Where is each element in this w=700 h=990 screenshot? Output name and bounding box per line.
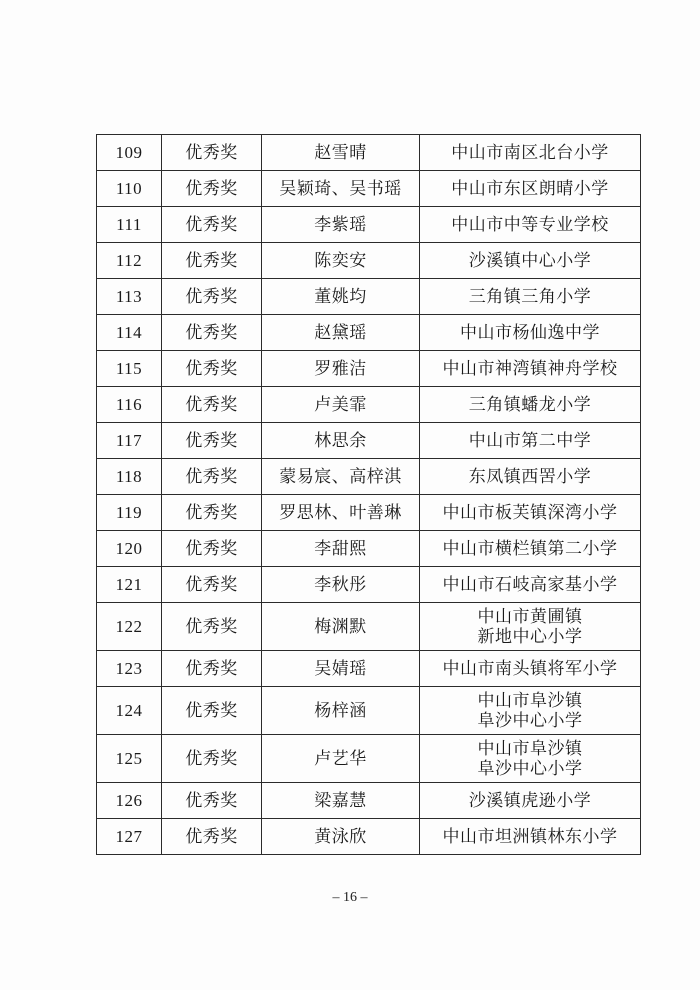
school-name-line: 中山市南头镇将军小学 <box>442 658 618 679</box>
winner-name: 梁嘉慧 <box>262 783 420 819</box>
table-row <box>97 423 641 459</box>
school-name-line: 中山市石岐高家基小学 <box>442 574 618 595</box>
winner-name: 吴颖琦、吴书瑶 <box>262 171 420 207</box>
table-row <box>97 651 641 687</box>
row-number: 125 <box>97 735 162 783</box>
winner-name: 杨梓涵 <box>262 687 420 735</box>
award-level: 优秀奖 <box>162 135 262 171</box>
school-name <box>420 387 641 423</box>
row-number: 118 <box>97 459 162 495</box>
winner-name: 林思余 <box>262 423 420 459</box>
row-number: 114 <box>97 315 162 351</box>
row-number: 127 <box>97 819 162 855</box>
school-name-line: 中山市东区朗晴小学 <box>451 178 609 199</box>
school-name-line: 中山市第二中学 <box>468 430 592 451</box>
school-name <box>420 687 641 735</box>
winner-name: 黄泳欣 <box>262 819 420 855</box>
school-name-line: 中山市板芙镇深湾小学 <box>442 502 618 523</box>
winner-name: 卢艺华 <box>262 735 420 783</box>
school-name-line: 中山市南区北台小学 <box>451 142 609 163</box>
school-name <box>420 207 641 243</box>
table-row <box>97 783 641 819</box>
school-name-line: 中山市阜沙镇 <box>477 738 583 759</box>
school-name-line: 中山市中等专业学校 <box>451 214 609 235</box>
row-number: 124 <box>97 687 162 735</box>
winner-name: 罗思林、叶善琳 <box>262 495 420 531</box>
row-number: 121 <box>97 567 162 603</box>
row-number: 126 <box>97 783 162 819</box>
table-row <box>97 279 641 315</box>
row-number: 112 <box>97 243 162 279</box>
school-name-line: 阜沙中心小学 <box>477 758 583 779</box>
school-name <box>420 603 641 651</box>
winner-name: 卢美霏 <box>262 387 420 423</box>
school-name-line: 东凤镇西罟小学 <box>468 466 592 487</box>
school-name <box>420 351 641 387</box>
award-level: 优秀奖 <box>162 279 262 315</box>
school-name <box>420 531 641 567</box>
winner-name: 董姚均 <box>262 279 420 315</box>
table-row <box>97 351 641 387</box>
table-row <box>97 171 641 207</box>
school-name <box>420 423 641 459</box>
award-level: 优秀奖 <box>162 315 262 351</box>
award-level: 优秀奖 <box>162 783 262 819</box>
school-name <box>420 171 641 207</box>
school-name-line: 中山市坦洲镇林东小学 <box>442 826 618 847</box>
school-name <box>420 783 641 819</box>
award-level: 优秀奖 <box>162 459 262 495</box>
winner-name: 赵雪晴 <box>262 135 420 171</box>
table-row <box>97 387 641 423</box>
school-name-line: 三角镇蟠龙小学 <box>468 394 592 415</box>
school-name-line: 中山市阜沙镇 <box>477 690 583 711</box>
school-name <box>420 459 641 495</box>
row-number: 115 <box>97 351 162 387</box>
school-name-line: 三角镇三角小学 <box>468 286 592 307</box>
school-name <box>420 135 641 171</box>
winner-name: 吴婧瑶 <box>262 651 420 687</box>
award-level: 优秀奖 <box>162 351 262 387</box>
award-level: 优秀奖 <box>162 531 262 567</box>
school-name <box>420 819 641 855</box>
winner-name: 梅渊默 <box>262 603 420 651</box>
table-row <box>97 459 641 495</box>
school-name-line: 新地中心小学 <box>477 626 583 647</box>
award-level: 优秀奖 <box>162 567 262 603</box>
school-name <box>420 495 641 531</box>
school-name-line: 沙溪镇中心小学 <box>468 250 592 271</box>
table-row <box>97 603 641 651</box>
school-name-line: 中山市横栏镇第二小学 <box>442 538 618 559</box>
school-name-line: 沙溪镇虎逊小学 <box>468 790 592 811</box>
winner-name: 李甜熙 <box>262 531 420 567</box>
row-number: 113 <box>97 279 162 315</box>
table-row <box>97 243 641 279</box>
award-level: 优秀奖 <box>162 171 262 207</box>
school-name <box>420 279 641 315</box>
school-name-line: 中山市杨仙逸中学 <box>460 322 600 343</box>
table-row <box>97 135 641 171</box>
row-number: 111 <box>97 207 162 243</box>
award-level: 优秀奖 <box>162 387 262 423</box>
winner-name: 罗雅洁 <box>262 351 420 387</box>
row-number: 116 <box>97 387 162 423</box>
table-row <box>97 495 641 531</box>
award-level: 优秀奖 <box>162 651 262 687</box>
winner-name: 李秋彤 <box>262 567 420 603</box>
winner-name: 蒙易宸、高梓淇 <box>262 459 420 495</box>
award-level: 优秀奖 <box>162 423 262 459</box>
award-table <box>96 134 641 855</box>
row-number: 123 <box>97 651 162 687</box>
award-level: 优秀奖 <box>162 243 262 279</box>
school-name <box>420 567 641 603</box>
award-level: 优秀奖 <box>162 687 262 735</box>
school-name-line: 中山市神湾镇神舟学校 <box>442 358 618 379</box>
table-row <box>97 207 641 243</box>
school-name-line: 阜沙中心小学 <box>477 710 583 731</box>
table-row <box>97 735 641 783</box>
school-name <box>420 315 641 351</box>
school-name-line: 中山市黄圃镇 <box>477 606 583 627</box>
award-level: 优秀奖 <box>162 495 262 531</box>
table-row <box>97 819 641 855</box>
winner-name: 陈奕安 <box>262 243 420 279</box>
table-row <box>97 315 641 351</box>
award-level: 优秀奖 <box>162 603 262 651</box>
school-name <box>420 651 641 687</box>
school-name <box>420 735 641 783</box>
row-number: 119 <box>97 495 162 531</box>
winner-name: 李紫瑶 <box>262 207 420 243</box>
row-number: 109 <box>97 135 162 171</box>
page-number: – 16 – <box>332 890 368 905</box>
award-level: 优秀奖 <box>162 207 262 243</box>
row-number: 122 <box>97 603 162 651</box>
award-table-body <box>97 135 641 855</box>
row-number: 110 <box>97 171 162 207</box>
table-row <box>97 531 641 567</box>
award-level: 优秀奖 <box>162 735 262 783</box>
winner-name: 赵黛瑶 <box>262 315 420 351</box>
table-row <box>97 567 641 603</box>
row-number: 120 <box>97 531 162 567</box>
table-row <box>97 687 641 735</box>
school-name <box>420 243 641 279</box>
award-level: 优秀奖 <box>162 819 262 855</box>
row-number: 117 <box>97 423 162 459</box>
